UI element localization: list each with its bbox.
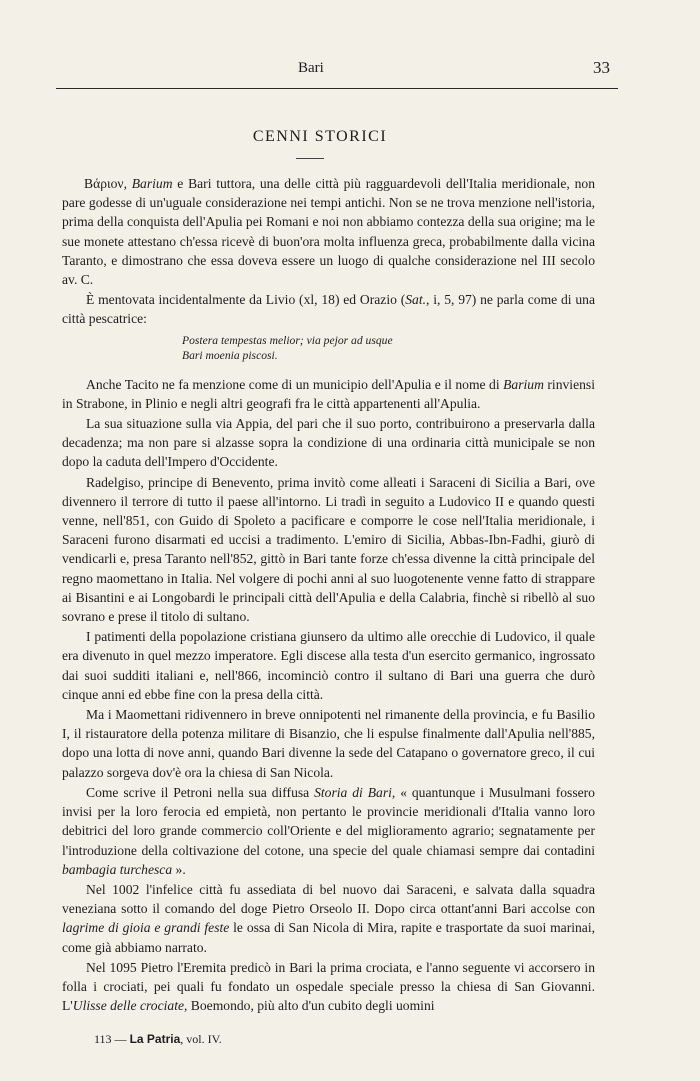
paragraph [62, 375, 595, 413]
text-run: Βάριον, [84, 176, 132, 191]
page-footer [94, 1032, 222, 1047]
paragraph [62, 290, 595, 328]
paragraph-group-1 [62, 174, 595, 329]
text-run: ». [172, 861, 186, 877]
footer-journal: La Patria [129, 1032, 181, 1046]
paragraph [62, 783, 595, 879]
running-header-place: Bari [298, 60, 324, 76]
text-run: Nel 1095 Pietro l'Eremita predicò in Bari la prima crociata, e l'anno seguente vi accorsero in folla i crociati, pei quali fu fondato un ospedale speciale presso la chiesa di San Giovanni. L' [62, 959, 595, 1014]
text-run: , Boemondo, più alto d'un cubito degli uomini [184, 998, 435, 1014]
italic-run: Storia di Bari [314, 784, 392, 800]
paragraph [62, 705, 595, 782]
italic-run: Barium [131, 176, 173, 191]
footer-volume: , vol. IV. [180, 1032, 222, 1046]
text-run: La sua situazione sulla via Appia, del pari che il suo porto, contribuirono a preservarla dalla decadenza; ma non pare si alzasse sopra la condizione di una ordinaria città municipale se non dopo la caduta dell'Impero d'Occidente. [62, 416, 595, 470]
header-rule [56, 88, 618, 89]
paragraph [62, 174, 595, 289]
paragraph-group-2 [62, 375, 595, 1016]
verse-line-1: Postera tempestas melior; via pejor ad usque [182, 333, 393, 347]
text-run: rinviensi in Strabone, in Plinio e negli altri geografi fra le città appartenenti all'Apulia. [62, 376, 595, 411]
text-run: Come scrive il Petroni nella sua diffusa [86, 784, 315, 800]
text-run: e Bari tuttora, una delle città più ragguardevoli dell'Italia meridionale, non pare godesse di un'uguale considerazione nei tempi antichi. Non se ne trova menzione nell'istoria, prima della conquista dell'Apulia pei Romani e noi non abbiamo contezza della sua origine; ma le sue monete attestano ch'essa ricevè di buon'ora molta influenza greca, probabilmente dalla vicina Taranto, e dimostrano che essa doveva essere un luogo di qualche considerazione nel III secolo av. C. [62, 176, 595, 288]
page-number: 33 [593, 58, 610, 77]
verse-line-2: Bari moenia piscosi. [182, 348, 278, 362]
section-title: CENNI STORICI [252, 128, 388, 145]
italic-run: Sat. [405, 292, 427, 308]
text-run: , i, 5, 97) ne parla come di una città pescatrice: [62, 292, 595, 327]
italic-run: bambagia turchesca [62, 861, 173, 877]
italic-run: lagrime di gioia e grandi feste [62, 920, 230, 936]
paragraph [62, 473, 595, 627]
title-divider [296, 158, 324, 159]
text-run: le ossa di San Nicola di Mira, rapite e trasportate da suoi marinai, come già abbiamo narrato. [62, 920, 596, 955]
text-run: , « quantunque i Musulmani fossero invisi per la loro ferocia ed empietà, non pertanto le provincie meridionali d'Italia vanno loro debitrici del loro grande commercio coll'Oriente e del miglioramento agrario; segnatamente per l'introduzione della coltivazione del cotone, una specie del quale chiamasi sempre dai contadini [62, 784, 595, 858]
text-run: Anche Tacito ne fa menzione come di un municipio dell'Apulia e il nome di [86, 376, 504, 392]
verse-quote [182, 333, 595, 363]
footer-sheet: 113 — [94, 1032, 130, 1046]
text-run: I patimenti della popolazione cristiana giunsero da ultimo alle orecchie di Ludovico, il quale era divenuto in quel mezzo imperatore. Egli discese alla testa d'un esercito germanico, ingrossato dai suoi sudditi italiani e, nell'866, incominciò contro il sultano di Bari una guerra che durò cinque anni ed ebbe fine con la presa della città. [62, 629, 595, 702]
paragraph [62, 958, 595, 1016]
paragraph [62, 880, 595, 957]
text-run: Ma i Maomettani ridivennero in breve onnipotenti nel rimanente della provincia, e fu Basilio I, il ristauratore della potenza militare di Bisanzio, che li espulse finalmente dall'Apulia nell'885, dopo una lotta di nove anni, quando Bari divenne la sede del Catapano o governatore greco, il cui palazzo sorgeva dov'è ora la chiesa di San Nicola. [62, 707, 595, 780]
italic-run: Ulisse delle crociate [72, 998, 184, 1014]
paragraph [62, 414, 595, 472]
text-run: Nel 1002 l'infelice città fu assediata di bel nuovo dai Saraceni, e salvata dalla squadra veneziana sotto il comando del doge Pietro Orseolo II. Dopo circa ottant'anni Bari accolse con [62, 881, 595, 917]
italic-run: Barium [503, 376, 544, 392]
paragraph [62, 627, 595, 704]
text-run: Radelgiso, principe di Benevento, prima invitò come alleati i Saraceni di Sicilia a Bari, ove divennero il terrore di tutto il paese all'intorno. Li tradì in seguito a Ludovico II e quando questi venne, nell'851, con Guido di Spoleto a pacificare e comporre le cose nell'Italia meridionale, i Saraceni furono disarmati ed uccisi a tradimento. L'emiro di Sicilia, Abbas-Ibn-Fadhi, giurò di vendicarli e, presa Taranto nell'852, gittò in Bari tante forze ch'essa divenne la città principale del regno maomettano in Italia. Nel volgere di pochi anni al suo luogotenente venne fatto di strappare ai Bisantini e ai Longobardi le principali città dell'Apulia e della Calabria, finchè si ribellò al suo sovrano e prese il titolo di sultano. [62, 474, 595, 625]
text-run: È mentovata incidentalmente da Livio (xl, 18) ed Orazio ( [86, 292, 406, 308]
article-body [62, 174, 595, 1016]
